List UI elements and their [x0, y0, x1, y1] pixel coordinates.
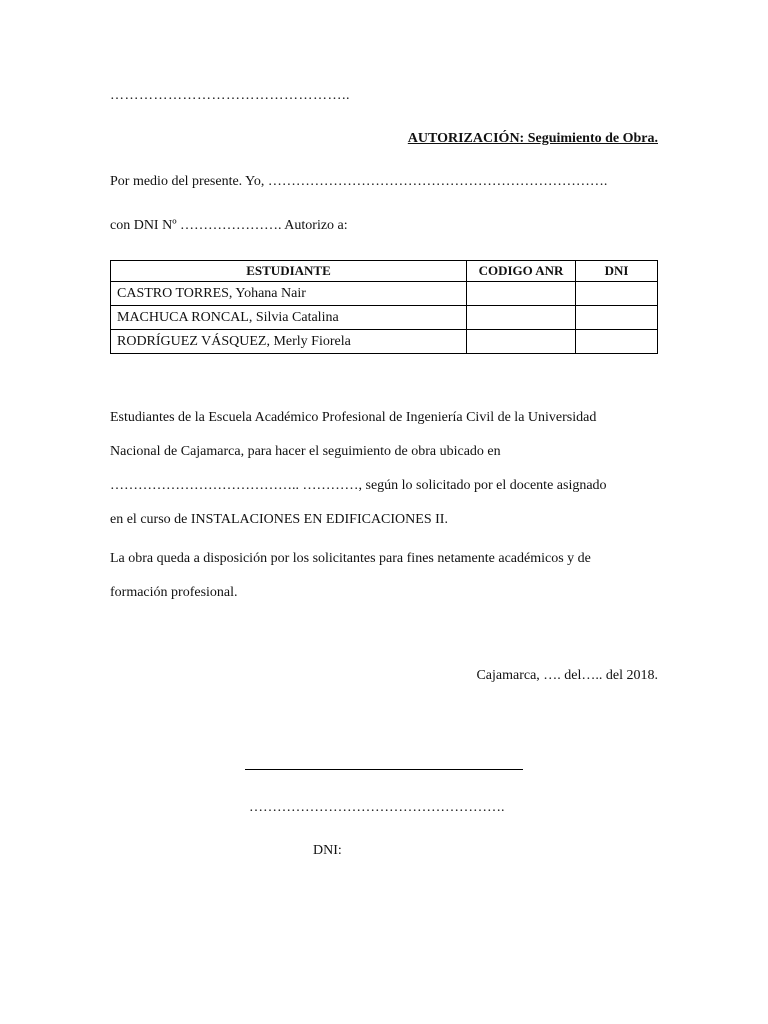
student-codigo: [467, 306, 576, 330]
student-dni: [576, 330, 658, 354]
student-name: MACHUCA RONCAL, Silvia Catalina: [111, 306, 467, 330]
table-row: [111, 306, 658, 330]
table-row: [111, 330, 658, 354]
top-dotted-line: …………………………………………..: [110, 88, 350, 103]
student-codigo: [467, 330, 576, 354]
dni-authorize-line: con DNI Nº …………………. Autorizo a:: [110, 218, 348, 233]
paragraph-line: ………………………………….. …………, según lo solicitado por el docente asignado: [110, 478, 607, 493]
students-table: [110, 260, 658, 354]
header-codigo-anr: CODIGO ANR: [467, 261, 576, 282]
header-estudiante: ESTUDIANTE: [111, 261, 467, 282]
place-date: Cajamarca, …. del….. del 2018.: [476, 668, 658, 683]
signature-dni-label: DNI:: [313, 843, 342, 858]
authorizer-line: Por medio del presente. Yo, ……………………………………………………………….: [110, 174, 608, 189]
table-header-row: [111, 261, 658, 282]
document-title: AUTORIZACIÓN: Seguimiento de Obra.: [407, 131, 658, 146]
paragraph-line: en el curso de INSTALACIONES EN EDIFICACIONES II.: [110, 512, 448, 527]
students-paragraph: [110, 401, 670, 537]
availability-paragraph: [110, 542, 670, 610]
student-dni: [576, 306, 658, 330]
table-row: [111, 282, 658, 306]
student-dni: [576, 282, 658, 306]
signature-name-dots: ……………………………………………….: [249, 800, 505, 815]
paragraph-line: formación profesional.: [110, 585, 238, 600]
student-name: RODRÍGUEZ VÁSQUEZ, Merly Fiorela: [111, 330, 467, 354]
header-dni: DNI: [576, 261, 658, 282]
student-codigo: [467, 282, 576, 306]
student-name: CASTRO TORRES, Yohana Nair: [111, 282, 467, 306]
paragraph-line: Nacional de Cajamarca, para hacer el seguimiento de obra ubicado en: [110, 444, 501, 459]
signature-line: [245, 769, 523, 770]
paragraph-line: Estudiantes de la Escuela Académico Profesional de Ingeniería Civil de la Universidad: [110, 410, 597, 425]
paragraph-line: La obra queda a disposición por los solicitantes para fines netamente académicos y de: [110, 551, 591, 566]
